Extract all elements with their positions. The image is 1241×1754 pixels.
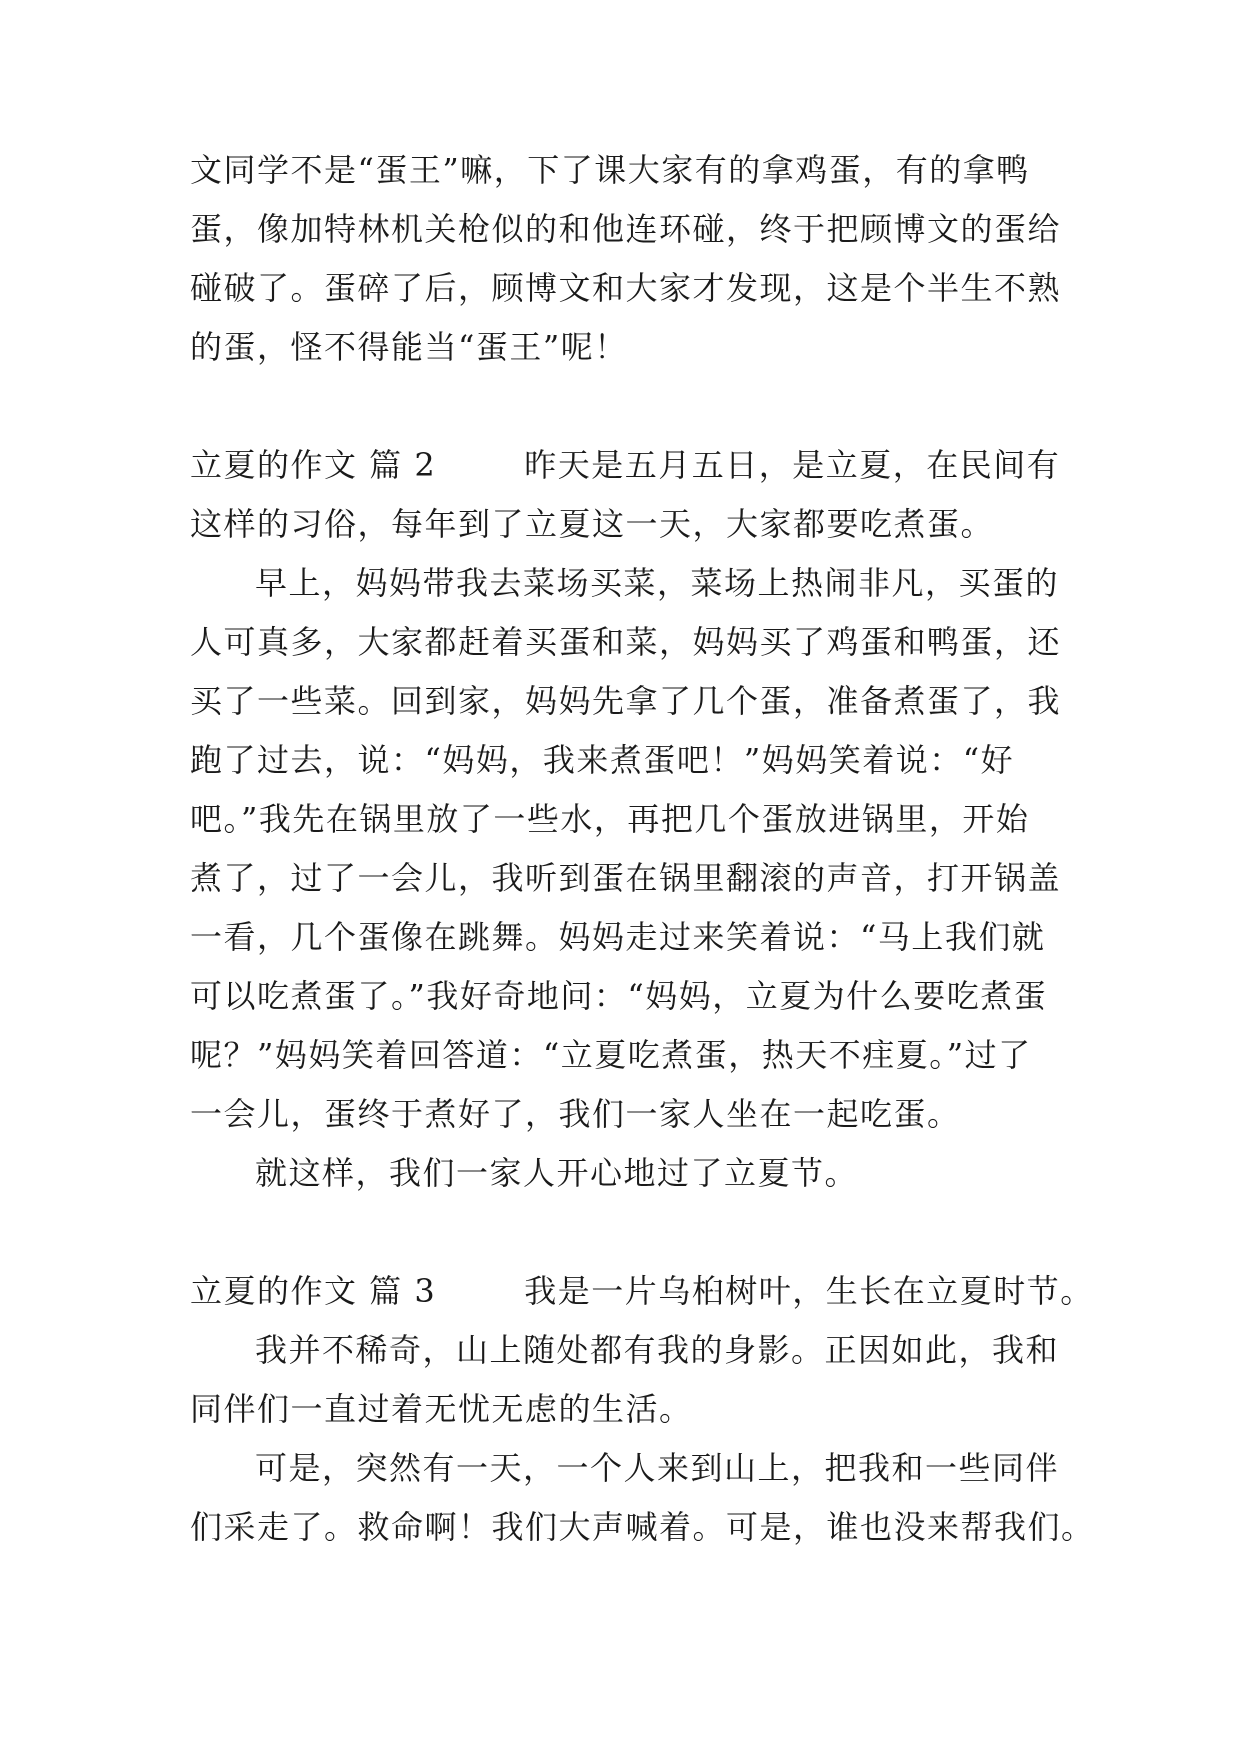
text-line: 的蛋，怪不得能当“蛋王”呢！ [190, 328, 628, 366]
text-line: 跑了过去，说：“妈妈，我来煮蛋吧！”妈妈笑着说：“好 [190, 741, 1015, 779]
section-title: 立夏的作文 篇 3 [190, 1272, 437, 1310]
paragraph-start-line: 早上，妈妈带我去菜场买菜，菜场上热闹非凡，买蛋的 [255, 564, 1060, 602]
section-heading-line [190, 443, 1070, 487]
section-title: 立夏的作文 篇 2 [190, 446, 437, 484]
text-line: 一看，几个蛋像在跳舞。妈妈走过来笑着说：“马上我们就 [190, 918, 1046, 956]
text-line: 煮了，过了一会儿，我听到蛋在锅里翻滚的声音，打开锅盖 [190, 859, 1062, 897]
text-line: 一会儿，蛋终于煮好了，我们一家人坐在一起吃蛋。 [190, 1095, 961, 1133]
text-line: 呢？”妈妈笑着回答道：“立夏吃煮蛋，热天不疰夏。”过了 [190, 1036, 1032, 1074]
text-line: 我是一片乌桕树叶，生长在立夏时节。 [524, 1272, 1094, 1310]
text-line: 碰破了。蛋碎了后，顾博文和大家才发现，这是个半生不熟 [190, 269, 1062, 307]
text-line: 们采走了。救命啊！我们大声喊着。可是，谁也没来帮我们。 [190, 1508, 1095, 1546]
text-line: 人可真多，大家都赶着买蛋和菜，妈妈买了鸡蛋和鸭蛋，还 [190, 623, 1062, 661]
paragraph-start-line: 我并不稀奇，山上随处都有我的身影。正因如此，我和 [255, 1331, 1060, 1369]
text-line: 文同学不是“蛋王”嘛，下了课大家有的拿鸡蛋，有的拿鸭 [190, 151, 1030, 189]
text-line: 蛋，像加特林机关枪似的和他连环碰，终于把顾博文的蛋给 [190, 210, 1062, 248]
text-line: 可以吃煮蛋了。”我好奇地问：“妈妈，立夏为什么要吃煮蛋 [190, 977, 1048, 1015]
text-line: 昨天是五月五日，是立夏，在民间有 [524, 446, 1061, 484]
section-heading-line [190, 1269, 1094, 1313]
text-line: 吧。”我先在锅里放了一些水，再把几个蛋放进锅里，开始 [190, 800, 1030, 838]
paragraph-start-line: 可是，突然有一天，一个人来到山上，把我和一些同伴 [255, 1449, 1060, 1487]
text-line: 这样的习俗，每年到了立夏这一天，大家都要吃煮蛋。 [190, 505, 995, 543]
text-line: 买了一些菜。回到家，妈妈先拿了几个蛋，准备煮蛋了，我 [190, 682, 1062, 720]
text-line: 同伴们一直过着无忧无虑的生活。 [190, 1390, 693, 1428]
paragraph-start-line: 就这样，我们一家人开心地过了立夏节。 [255, 1154, 859, 1192]
